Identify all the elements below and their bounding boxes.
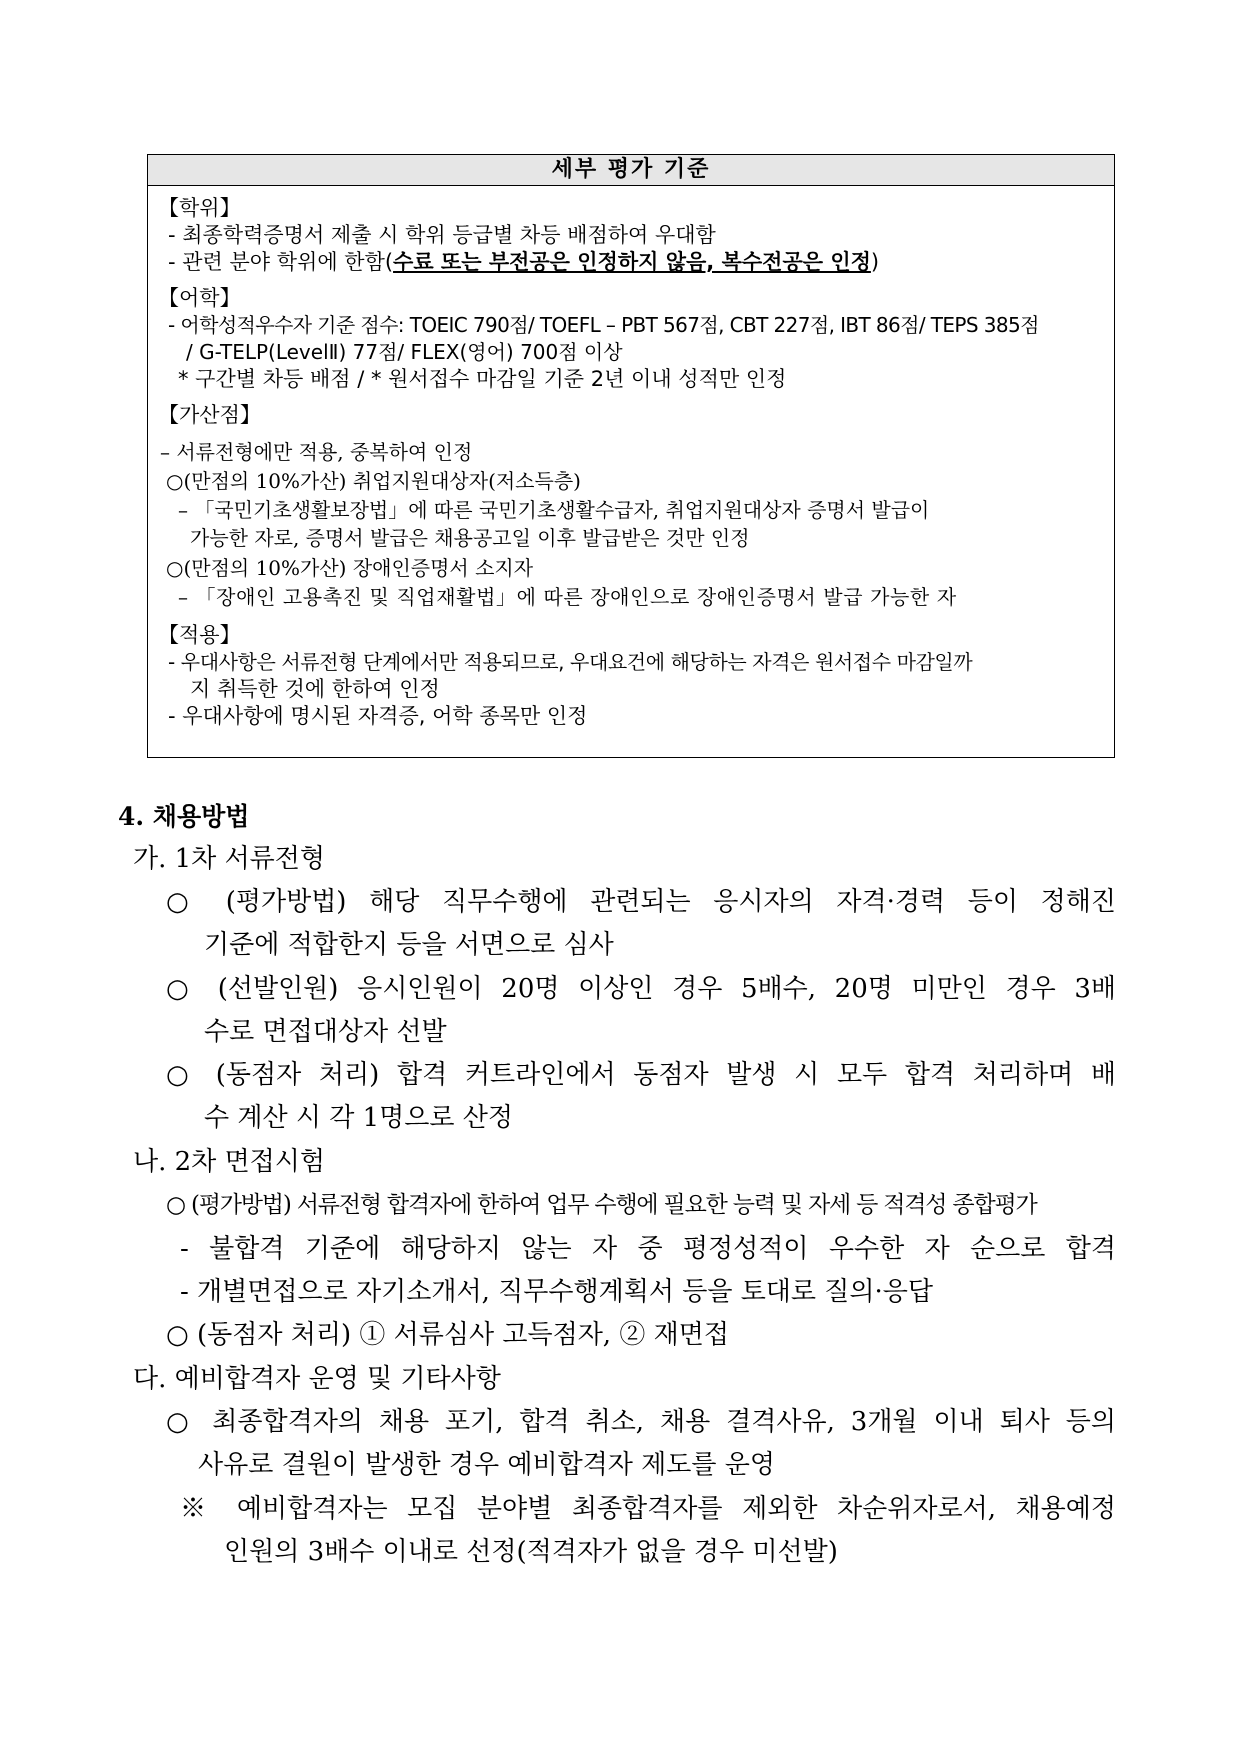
part-c-title: 다. 예비합격자 운영 및 기타사항 (133, 1364, 501, 1394)
apply-line-1: - 우대사항은 서류전형 단계에서만 적용되므로, 우대요건에 해당하는 자격은 원서접수 마감일까 (168, 650, 973, 674)
part-a-title: 가. 1차 서류전형 (133, 844, 326, 874)
part-a-item-3-line-1: ○ (동점자 처리) 합격 커트라인에서 동점자 발생 시 모두 합격 처리하며 배 (166, 1060, 1116, 1090)
part-a-item-1-line-2: 기준에 적합한지 등을 서면으로 심사 (204, 930, 614, 960)
bonus-line-4: 가능한 자로, 증명서 발급은 채용공고일 이후 발급받은 것만 인정 (190, 526, 750, 550)
degree-line-1: - 최종학력증명서 제출 시 학위 등급별 차등 배점하여 우대함 (168, 223, 716, 247)
degree-line-2-suffix: ) (870, 250, 880, 274)
bonus-line-3: – 「국민기초생활보장법」에 따른 국민기초생활수급자, 취업지원대상자 증명서 발급이 (178, 498, 930, 522)
evaluation-criteria-box (147, 154, 1115, 758)
degree-line-2 (168, 249, 879, 275)
part-c-item-1-line-2: 사유로 결원이 발생한 경우 예비합격자 제도를 운영 (198, 1450, 776, 1480)
part-b-title: 나. 2차 면접시험 (133, 1147, 326, 1177)
degree-line-2-prefix: - 관련 분야 학위에 한함( (168, 250, 394, 274)
part-c-note-line-2: 인원의 3배수 이내로 선정(적격자가 없을 경우 미선발) (224, 1537, 838, 1567)
bonus-line-6: – 「장애인 고용촉진 및 직업재활법」에 따른 장애인으로 장애인증명서 발급 가능한 자 (178, 585, 957, 609)
bonus-line-1: – 서류전형에만 적용, 중복하여 인정 (160, 440, 473, 464)
apply-line-3: - 우대사항에 명시된 자격증, 어학 종목만 인정 (168, 704, 588, 728)
part-c-note-line-1: ※ 예비합격자는 모집 분야별 최종합격자를 제외한 차순위자로서, 채용예정 (180, 1494, 1116, 1524)
part-b-sub-2: - 개별면접으로 자기소개서, 직무수행계획서 등을 토대로 질의·응답 (180, 1277, 934, 1307)
bonus-line-5: ○(만점의 10%가산) 장애인증명서 소지자 (166, 556, 534, 580)
part-a-item-3-line-2: 수 계산 시 각 1명으로 산정 (204, 1103, 514, 1133)
part-b-sub-1: - 불합격 기준에 해당하지 않는 자 중 평정성적이 우수한 자 순으로 합격 (180, 1234, 1116, 1264)
degree-heading: 【학위】 (158, 196, 241, 220)
degree-line-2-emphasis: 수료 또는 부전공은 인정하지 않음, 복수전공은 인정 (393, 250, 871, 274)
bonus-heading: 【가산점】 (158, 403, 261, 427)
hiring-method-heading: 4. 채용방법 (118, 802, 250, 831)
language-line-1: - 어학성적우수자 기준 점수: TOEIC 790점/ TOEFL – PBT 567점, CBT 227점, IBT 86점/ TEPS 385점 (168, 313, 1039, 337)
language-line-2: / G-TELP(LevelⅡ) 77점/ FLEX(영어) 700점 이상 (186, 340, 623, 364)
part-c-item-1-line-1: ○ 최종합격자의 채용 포기, 합격 취소, 채용 결격사유, 3개월 이내 퇴사 등의 (166, 1407, 1116, 1437)
language-heading: 【어학】 (158, 286, 241, 310)
part-a-item-2-line-2: 수로 면접대상자 선발 (204, 1017, 447, 1047)
part-b-item-2: ○ (동점자 처리) ① 서류심사 고득점자, ② 재면접 (166, 1320, 729, 1350)
part-b-item-1: ○ (평가방법) 서류전형 합격자에 한하여 업무 수행에 필요한 능력 및 자세 등 적격성 종합평가 (166, 1192, 1037, 1218)
criteria-box-title: 세부 평가 기준 (148, 155, 1114, 186)
bonus-line-2: ○(만점의 10%가산) 취업지원대상자(저소득층) (166, 469, 581, 493)
part-a-item-2-line-1: ○ (선발인원) 응시인원이 20명 이상인 경우 5배수, 20명 미만인 경우 3배 (166, 974, 1116, 1004)
part-a-item-1-line-1: ○ (평가방법) 해당 직무수행에 관련되는 응시자의 자격·경력 등이 정해진 (166, 887, 1116, 917)
language-line-3: * 구간별 차등 배점 / * 원서접수 마감일 기준 2년 이내 성적만 인정 (178, 367, 787, 391)
apply-heading: 【적용】 (158, 623, 241, 647)
apply-line-2: 지 취득한 것에 한하여 인정 (190, 677, 440, 701)
